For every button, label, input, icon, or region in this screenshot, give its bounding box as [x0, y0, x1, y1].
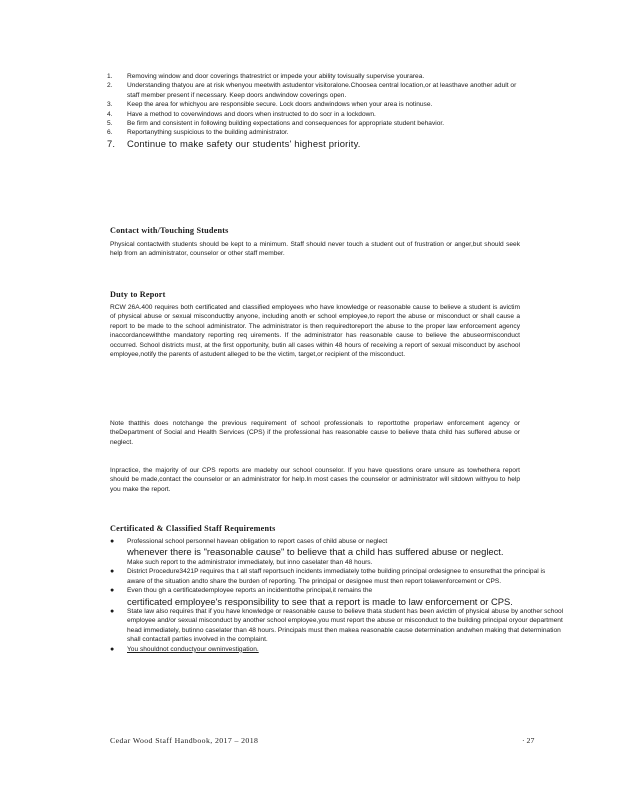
duty-paragraph-1: RCW 26A.400 requires both certificated and classified employees who have knowledge or reasonable cause to believe a student is avictim of physical abuse or sexual misconductby anyone, including anoth er school employee,to report the abuse or misconduct or shall cause a report to be made to the school administrator. The administrator is then requiredtoreport the abuse to the proper law enforcement agency inaccordancewiththe mandatory reporting req uirements. If the administrator has reasonable cause to believe the abuseormisconduct occurred. School districts must, at the first opportunity, butin all cases within 48 hours of receiving a report of sexual misconduct by aschool employee,notify the parents of astudent alleged to be the victim, target,or recipient of the misconduct. [110, 304, 520, 359]
list-item: 7. Continue to make safety our students' highest priority. [107, 137, 361, 149]
list-item: 3. Keep the area for whichyou are responsible secure. Lock doors andwindows when your area is notinuse. [107, 101, 433, 109]
list-item: 6. Reportanything suspicious to the building administrator. [107, 129, 289, 137]
bullet-icon: ● [110, 538, 115, 545]
list-item: 2. Understanding thatyou are at risk whenyou meetwith astudentor visitoralone.Choosea central location,or at leasthave another adult or staff member present if necessary. Keep doors andwindow coverings open. [107, 82, 517, 99]
duty-heading: Duty to Report [110, 290, 166, 299]
list-item: ● Professional school personnel havean obligation to report cases of child abuse or neglect whenever there is "reasonable cause" to believe that a child has suffered abuse or neglect. Make such report to the administrator immediately, but inno caselater than 48 hours. [110, 538, 504, 566]
safety-list [107, 72, 522, 150]
duty-paragraph-3: Inpractice, the majority of our CPS reports are madeby our school counselor. If you have questions orare unsure as towhethera report should be made,contact the counselor or an administrator for help.In most cases the counselor or administrator will sitdown withyou to help you make the report. [110, 467, 520, 493]
list-item: ● District Procedure3421P requires tha t all staff reportsuch incidents immediately tothe building principal ordesignee to ensurethat the principal is aware of the situation andto share the burden of reporting. The principal or designee must then report tolawenforcement or CPS. [110, 568, 546, 585]
cert-bullets [110, 537, 565, 654]
bullet-icon: ● [110, 608, 115, 616]
list-item: ● Even thou gh a certificatedemployee reports an incidenttothe principal,it remains the certificated employee's responsibility to see that a report is made to law enforcement or CPS. [110, 587, 513, 607]
duty-paragraph-2: Note thatthis does notchange the previous requirement of school professionals to reporttothe properlaw enforcement agency or theDepartment of Social and Health Services (CPS) if the professional has reasonable cause to believe thata child has suffered abuse or neglect. [110, 420, 520, 446]
contact-heading: Contact with/Touching Students [110, 226, 229, 235]
bullet-icon: ● [110, 587, 115, 595]
page-number: · 27 [522, 736, 535, 745]
list-item: 1. Removing window and door coverings thatrestrict or impede your ability tovisually supervise yourarea. [107, 73, 425, 80]
bullet-icon: ● [110, 645, 115, 653]
list-item: ● You shouldnot conductyour owninvestigation. [110, 645, 259, 653]
list-item: ● State law also requires that if you have knowledge or reasonable cause to believe thata student has been avictim of physical abuse by another school employee and/or sexual misconduct by another school employee,you must report the abuse or misconduct to the building principal oryour department head immediately, butinno caselater than 48 hours. Principals must then makea reasonable cause determination andwhen making that determination shall contactall parties involved in the complaint. [110, 608, 564, 644]
footer-title: Cedar Wood Staff Handbook, 2017 – 2018 [110, 736, 259, 745]
list-item: 5. Be firm and consistent in following building expectations and consequences for appropriate student behavior. [107, 120, 445, 128]
list-item: 4. Have a method to coverwindows and doors when instructed to do socr in a lockdown. [107, 110, 376, 118]
bullet-icon: ● [110, 568, 115, 576]
contact-paragraph: Physical contactwith students should be kept to a minimum. Staff should never touch a student out of frustration or anger,but should seek help from an administrator, counselor or other staff member. [110, 241, 520, 258]
cert-heading: Certificated & Classified Staff Requirements [110, 524, 276, 533]
